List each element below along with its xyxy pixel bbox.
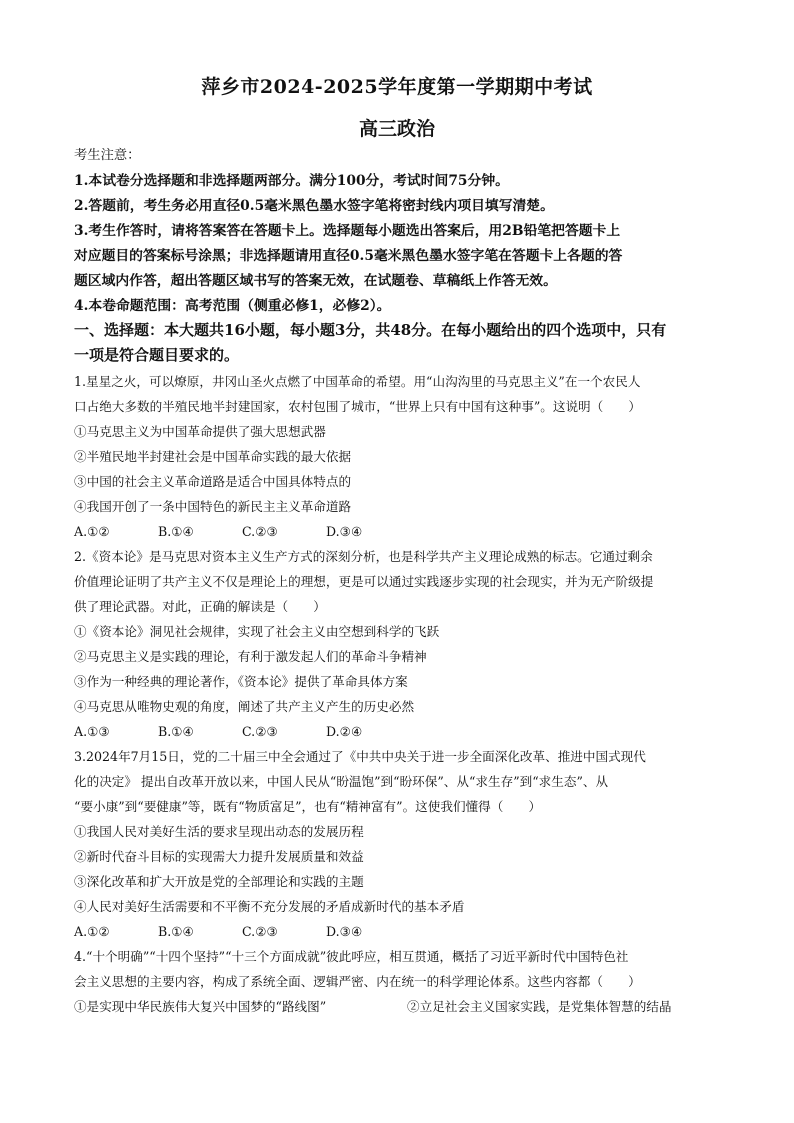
- option-d[interactable]: D.②④: [326, 724, 363, 739]
- answer-options: [74, 923, 720, 941]
- section-heading: 一、选择题：本大题共16小题，每小题3分，共48分。在每小题给出的四个选项中，只有: [74, 321, 667, 339]
- option-c[interactable]: C.②③: [242, 524, 278, 539]
- statement: ②立足社会主义国家实践，是党集体智慧的结晶: [407, 999, 672, 1014]
- question-stem: 2.《资本论》是马克思对资本主义生产方式的深刻分析，也是科学共产主义理论成熟的标志。它通过剩余: [74, 549, 653, 564]
- statement: ①马克思主义为中国革命提供了强大思想武器: [74, 424, 326, 439]
- statement: ②新时代奋斗目标的实现需大力提升发展质量和效益: [74, 849, 364, 864]
- answer-options: [74, 523, 720, 541]
- option-d[interactable]: D.③④: [326, 924, 363, 939]
- question-stem: 价值理论证明了共产主义不仅是理论上的理想，更是可以通过实践逐步实现的社会现实，并为无产阶级提: [74, 574, 654, 589]
- exam-subject: 高三政治: [358, 118, 435, 140]
- statement-row: [74, 998, 720, 1016]
- statement: ③中国的社会主义革命道路是适合中国具体特点的: [74, 474, 352, 489]
- option-a[interactable]: A.①③: [74, 724, 110, 739]
- statement: ②马克思主义是实践的理论，有利于激发起人们的革命斗争精神: [74, 649, 427, 664]
- section-heading: 一项是符合题目要求的。: [74, 346, 240, 364]
- option-a[interactable]: A.①②: [74, 524, 110, 539]
- question-stem: 供了理论武器。对此，正确的解读是（ ）: [74, 599, 326, 614]
- statement: ①《资本论》洞见社会规律，实现了社会主义由空想到科学的飞跃: [74, 624, 440, 639]
- statement: ③作为一种经典的理论著作，《资本论》提供了革命具体方案: [74, 674, 408, 689]
- statement: ①我国人民对美好生活的要求呈现出动态的发展历程: [74, 824, 364, 839]
- statement: ④马克思从唯物史观的角度，阐述了共产主义产生的历史必然: [74, 699, 415, 714]
- notice-item: 3.考生作答时，请将答案答在答题卡上。选择题每小题选出答案后，用2B铅笔把答题卡上: [74, 223, 621, 239]
- option-c[interactable]: C.②③: [242, 724, 278, 739]
- option-d[interactable]: D.③④: [326, 524, 363, 539]
- notice-item: 2.答题前，考生务必用直径0.5毫米黑色墨水签字笔将密封线内项目填写清楚。: [74, 198, 554, 214]
- exam-title: 萍乡市2024-2025学年度第一学期期中考试: [201, 76, 593, 98]
- option-b[interactable]: B.①④: [158, 724, 194, 739]
- statement: ③深化改革和扩大开放是党的全部理论和实践的主题: [74, 874, 364, 889]
- question-stem: 会主义思想的主要内容，构成了系统全面、逻辑严密、内在统一的科学理论体系。这些内容都（ ）: [74, 974, 641, 989]
- option-b[interactable]: B.①④: [158, 524, 194, 539]
- answer-options: [74, 723, 720, 741]
- question-stem: 口占绝大多数的半殖民地半封建国家，农村包围了城市，“世界上只有中国有这种事”。这说明（ ）: [74, 399, 642, 414]
- option-a[interactable]: A.①②: [74, 924, 110, 939]
- question-stem: 1.星星之火，可以燎原，井冈山圣火点燃了中国革命的希望。用“山沟沟里的马克思主义”在一个农民人: [74, 374, 641, 389]
- statement: ①是实现中华民族伟大复兴中国梦的“路线图”: [74, 999, 327, 1014]
- question-stem: 4.“十个明确”“十四个坚持”“十三个方面成就”彼此呼应，相互贯通，概括了习近平新时代中国特色社: [74, 949, 629, 964]
- option-c[interactable]: C.②③: [242, 924, 278, 939]
- option-b[interactable]: B.①④: [158, 924, 194, 939]
- question-stem: 3.2024年7月15日，党的二十届三中全会通过了《中共中央关于进一步全面深化改革、推进中国式现代: [74, 749, 646, 764]
- statement: ④人民对美好生活需要和不平衡不充分发展的矛盾成新时代的基本矛盾: [74, 899, 465, 914]
- notice-item: 对应题目的答案标号涂黑；非选择题请用直径0.5毫米黑色墨水签字笔在答题卡上各题的答: [74, 248, 623, 264]
- question-stem: 化的决定》 提出自改革开放以来，中国人民从“盼温饱”到“盼环保”、从“求生存”到“求生态”、从: [74, 774, 609, 789]
- notice-item: 1.本试卷分选择题和非选择题两部分。满分100分，考试时间75分钟。: [74, 173, 509, 189]
- notice-item: 4.本卷命题范围：高考范围（侧重必修1，必修2）。: [74, 298, 391, 314]
- notice-item: 题区域内作答，超出答题区域书写的答案无效，在试题卷、草稿纸上作答无效。: [74, 273, 557, 289]
- question-stem: “要小康”到“要健康”等，既有“物质富足”，也有“精神富有”。这使我们懂得（ ）: [74, 799, 542, 814]
- statement: ②半殖民地半封建社会是中国革命实践的最大依据: [74, 449, 352, 464]
- notice-heading: 考生注意：: [74, 148, 141, 163]
- statement: ④我国开创了一条中国特色的新民主主义革命道路: [74, 499, 352, 514]
